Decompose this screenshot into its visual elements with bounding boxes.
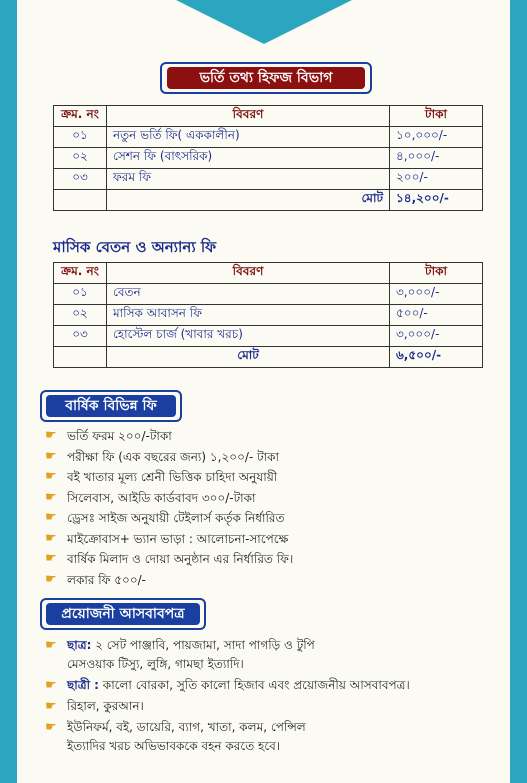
table-row bbox=[54, 169, 483, 190]
annual-fee-tag bbox=[40, 390, 182, 422]
pointing-hand-icon: ☛ bbox=[45, 448, 57, 464]
cell-description: সেশন ফি (বাৎসরিক) bbox=[107, 148, 390, 169]
table-row bbox=[54, 326, 483, 347]
table-total-row bbox=[54, 347, 483, 368]
col-header-description: বিবরণ bbox=[107, 263, 390, 284]
cell-description: হোস্টেল চার্জ (খাবার খরচ) bbox=[107, 326, 390, 347]
pointing-hand-icon: ☛ bbox=[45, 489, 57, 505]
list-item: ☛ ড্রেসঃ সাইজ অনুযায়ী টেইলার্স কর্তৃক নির্ধারিত bbox=[45, 508, 293, 529]
monthly-fee-heading: মাসিক বেতন ও অন্যান্য ফি bbox=[53, 238, 217, 256]
list-item: ☛ পরীক্ষা ফি (এক বছরের জন্য) ১,২০০/- টাকা bbox=[45, 447, 293, 468]
list-item: ☛ ইউনিফর্ম, বই, ডায়েরি, ব্যাগ, খাতা, কলম, পেন্সিল ইত্যাদির খরচ অভিভাবককে বহন করতে হবে। bbox=[45, 720, 306, 753]
pointing-hand-icon: ☛ bbox=[45, 699, 57, 714]
pointing-hand-icon: ☛ bbox=[45, 530, 57, 546]
admission-fee-table bbox=[53, 105, 483, 211]
total-amount: ৬,৫০০/- bbox=[390, 347, 483, 368]
cell-amount: ৪,০০০/- bbox=[390, 148, 483, 169]
table-header-row bbox=[54, 263, 483, 284]
cell-serial: ০১ bbox=[54, 127, 107, 148]
list-item: ☛ ভর্তি ফরম ২০০/-টাকা bbox=[45, 426, 293, 447]
cell-empty bbox=[54, 190, 107, 211]
pointing-hand-icon: ☛ bbox=[45, 469, 57, 484]
top-notch bbox=[176, 0, 352, 44]
page-title bbox=[160, 62, 372, 94]
table-row bbox=[54, 148, 483, 169]
cell-serial: ০৩ bbox=[54, 169, 107, 190]
cell-description: মাসিক আবাসন ফি bbox=[107, 305, 390, 326]
list-item: ☛ লকার ফি ৫০০/- bbox=[45, 570, 293, 591]
pointing-hand-icon: ☛ bbox=[45, 510, 57, 525]
col-header-amount: টাকা bbox=[390, 106, 483, 127]
pointing-hand-icon: ☛ bbox=[45, 551, 57, 566]
table-row bbox=[54, 305, 483, 326]
cell-empty bbox=[54, 347, 107, 368]
cell-amount: ৩,০০০/- bbox=[390, 326, 483, 347]
pointing-hand-icon: ☛ bbox=[45, 571, 57, 587]
total-label: মোট bbox=[107, 190, 390, 211]
col-header-serial: ক্রম. নং bbox=[54, 106, 107, 127]
col-header-amount: টাকা bbox=[390, 263, 483, 284]
requirements-list bbox=[45, 636, 410, 758]
cell-amount: ১০,০০০/- bbox=[390, 127, 483, 148]
cell-description: নতুন ভর্তি ফি( এককালীন) bbox=[107, 127, 390, 148]
table-row bbox=[54, 127, 483, 148]
table-header-row bbox=[54, 106, 483, 127]
monthly-fee-table bbox=[53, 262, 483, 368]
total-label: মোট bbox=[107, 347, 390, 368]
cell-serial: ০২ bbox=[54, 148, 107, 169]
cell-amount: ৫০০/- bbox=[390, 305, 483, 326]
requirements-heading: প্রয়োজনী আসবাবপত্র bbox=[46, 603, 200, 625]
list-item: ☛ মাইক্রোবাস+ ভ্যান ভাড়া : আলোচনা-সাপেক্ষে bbox=[45, 529, 293, 550]
pointing-hand-icon: ☛ bbox=[45, 678, 57, 693]
list-item: ☛ বার্ষিক মিলাদ ও দোয়া অনুষ্ঠান এর নির্ধারিত ফি। bbox=[45, 549, 293, 570]
cell-serial: ০২ bbox=[54, 305, 107, 326]
cell-amount: ৩,০০০/- bbox=[390, 284, 483, 305]
annual-fee-list bbox=[45, 426, 293, 590]
page-title-text: ভর্তি তথ্য হিফজ বিভাগ bbox=[167, 67, 365, 89]
cell-serial: ০৩ bbox=[54, 326, 107, 347]
pointing-hand-icon: ☛ bbox=[45, 720, 57, 735]
col-header-serial: ক্রম. নং bbox=[54, 263, 107, 284]
annual-fee-heading: বার্ষিক বিভিন্ন ফি bbox=[46, 395, 176, 417]
table-row bbox=[54, 284, 483, 305]
total-amount: ১৪,২০০/- bbox=[390, 190, 483, 211]
requirements-tag bbox=[40, 598, 206, 630]
list-item: ☛ সিলেবাস, আইডি কার্ডবাবদ ৩০০/-টাকা bbox=[45, 488, 293, 509]
cell-amount: ২০০/- bbox=[390, 169, 483, 190]
pointing-hand-icon: ☛ bbox=[45, 428, 57, 443]
pointing-hand-icon: ☛ bbox=[45, 638, 57, 653]
cell-description: বেতন bbox=[107, 284, 390, 305]
table-total-row bbox=[54, 190, 483, 211]
list-item: ☛ ছাত্র: ২ সেট পাঞ্জাবি, পায়জামা, সাদা পাগড়ি ও টুপি মেসওয়াক টিস্যু, লুঙ্গি, গামছা ইত্যাদি। bbox=[45, 638, 315, 671]
list-item: ☛ রিহাল, কুরআন। bbox=[45, 699, 144, 714]
cell-description: ফরম ফি bbox=[107, 169, 390, 190]
col-header-description: বিবরণ bbox=[107, 106, 390, 127]
list-item: ☛ বই খাতার মূল্য শ্রেনী ভিত্তিক চাহিদা অনুযায়ী bbox=[45, 467, 293, 488]
list-item: ☛ ছাত্রী : কালো বোরকা, সুতি কালো হিজাব এবং প্রয়োজনীয় আসবাবপত্র। bbox=[45, 678, 410, 693]
cell-serial: ০১ bbox=[54, 284, 107, 305]
